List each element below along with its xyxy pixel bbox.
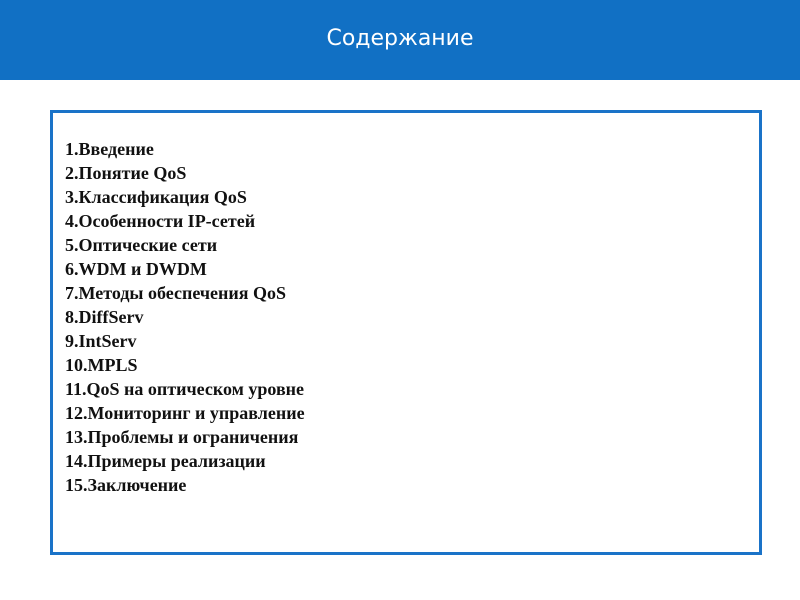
- toc-item-problems: 13.Проблемы и ограничения: [65, 427, 299, 447]
- toc-item-monitoring: 12.Мониторинг и управление: [65, 403, 305, 423]
- toc-item-wdm-dwdm: 6.WDM и DWDM: [65, 259, 207, 279]
- toc-item-qos-concept: 2.Понятие QoS: [65, 163, 187, 183]
- toc-item-intserv: 9.IntServ: [65, 331, 137, 351]
- toc-item-qos-methods: 7.Методы обеспечения QoS: [65, 283, 286, 303]
- toc-item-mpls: 10.MPLS: [65, 355, 138, 375]
- toc-item-introduction: 1.Введение: [65, 139, 154, 159]
- toc-item-qos-classification: 3.Классификация QoS: [65, 187, 247, 207]
- toc-item-diffserv: 8.DiffServ: [65, 307, 144, 327]
- table-of-contents: [53, 113, 759, 497]
- header-bar: [0, 0, 800, 80]
- toc-item-ip-networks: 4.Особенности IP-сетей: [65, 211, 256, 231]
- toc-item-optical-networks: 5.Оптические сети: [65, 235, 218, 255]
- toc-item-optical-qos: 11.QoS на оптическом уровне: [65, 379, 305, 399]
- slide-title: Содержание: [326, 25, 474, 51]
- content-box: [50, 110, 762, 555]
- toc-item-examples: 14.Примеры реализации: [65, 451, 266, 471]
- toc-item-conclusion: 15.Заключение: [65, 475, 187, 495]
